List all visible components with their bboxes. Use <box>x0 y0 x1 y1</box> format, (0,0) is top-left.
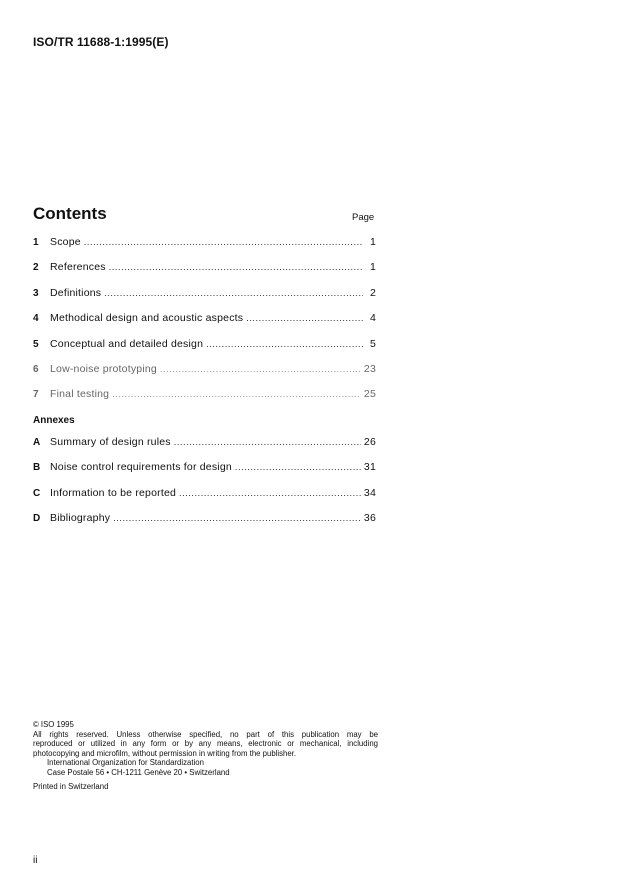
toc-entry-scope[interactable] <box>33 236 376 261</box>
toc-entry-number: 1 <box>33 237 39 248</box>
toc-entry-methodical-design[interactable] <box>33 312 376 337</box>
rights-statement: photocopying and microfilm, without permission in writing from the publisher. <box>33 748 297 758</box>
contents-title: Contents <box>33 204 107 223</box>
dot-leader <box>113 513 361 523</box>
dot-leader <box>179 488 361 498</box>
toc-entry-title: Definitions <box>50 286 102 299</box>
rights-statement: All rights reserved. Unless otherwise specified, no part of this publication may be <box>33 729 378 739</box>
toc-annex-c[interactable] <box>33 487 376 512</box>
toc-entry-page: 34 <box>363 486 376 499</box>
toc-entry-page: 23 <box>363 362 376 375</box>
toc-entry-low-noise-prototyping[interactable] <box>33 363 376 388</box>
publisher-name: International Organization for Standardization <box>47 758 204 768</box>
toc-entry-conceptual-design[interactable] <box>33 338 376 363</box>
rights-statement: reproduced or utilized in any form or by any means, electronic or mechanical, including <box>33 739 378 749</box>
toc-entry-title: References <box>50 261 106 274</box>
toc-entry-page: 25 <box>363 388 376 401</box>
toc-entry-number: 5 <box>33 338 39 350</box>
dot-leader <box>84 237 363 247</box>
table-of-contents <box>33 236 376 537</box>
toc-annex-a[interactable] <box>33 436 376 461</box>
publisher-address: Case Postale 56 • CH-1211 Genève 20 • Switzerland <box>47 767 230 777</box>
toc-entry-title: Scope <box>50 236 81 248</box>
page-number: ii <box>33 855 38 866</box>
dot-leader <box>235 462 361 472</box>
dot-leader <box>246 313 363 323</box>
toc-entry-page: 1 <box>369 236 376 248</box>
document-id: ISO/TR 11688-1:1995(E) <box>33 35 169 49</box>
toc-entry-final-testing[interactable] <box>33 388 376 413</box>
toc-entry-title: Noise control requirements for design <box>50 461 232 474</box>
toc-entry-number: C <box>33 487 41 499</box>
toc-entry-number: 3 <box>33 287 39 299</box>
toc-entry-title: Bibliography <box>50 511 111 524</box>
dot-leader <box>206 339 363 349</box>
dot-leader <box>109 262 363 272</box>
toc-entry-page: 26 <box>363 435 376 448</box>
toc-entry-number: 4 <box>33 313 39 325</box>
copyright-line: © ISO 1995 <box>33 720 74 729</box>
toc-entry-title: Low-noise prototyping <box>50 362 157 375</box>
toc-entry-number: A <box>33 436 41 448</box>
printed-in: Printed in Switzerland <box>33 781 109 791</box>
dot-leader <box>174 437 361 447</box>
dot-leader <box>104 288 363 298</box>
toc-entry-page: 5 <box>369 337 376 350</box>
toc-entry-page: 4 <box>369 312 376 325</box>
toc-entry-number: 6 <box>33 363 39 375</box>
toc-entry-title: Methodical design and acoustic aspects <box>50 312 244 325</box>
dot-leader <box>112 389 361 399</box>
toc-entry-title: Conceptual and detailed design <box>50 337 204 350</box>
copyright-notice <box>33 720 378 791</box>
toc-entry-page: 36 <box>363 511 376 524</box>
toc-entry-page: 31 <box>363 461 376 474</box>
toc-entry-title: Information to be reported <box>50 486 177 499</box>
toc-entry-references[interactable] <box>33 261 376 286</box>
dot-leader <box>160 364 361 374</box>
toc-entry-number: 2 <box>33 262 39 274</box>
toc-entry-page: 1 <box>369 261 376 274</box>
toc-entry-title: Summary of design rules <box>50 435 171 448</box>
toc-entry-page: 2 <box>369 286 376 299</box>
toc-entry-title: Final testing <box>50 388 110 401</box>
annexes-heading: Annexes <box>33 414 75 426</box>
toc-entry-number: B <box>33 462 41 474</box>
page-column-heading: Page <box>352 212 375 223</box>
toc-entry-number: 7 <box>33 389 39 401</box>
toc-annex-d[interactable] <box>33 512 376 537</box>
toc-entry-number: D <box>33 512 41 524</box>
toc-entry-definitions[interactable] <box>33 287 376 312</box>
toc-annex-b[interactable] <box>33 461 376 486</box>
